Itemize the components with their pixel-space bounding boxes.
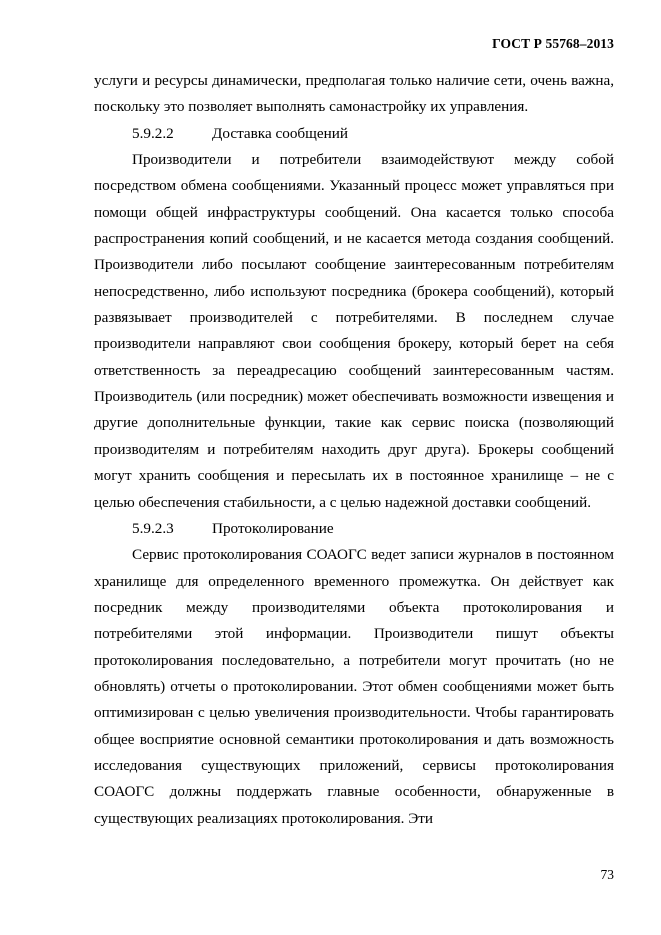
paragraph-logging: Сервис протоколирования СОАОГС ведет записи журналов в постоянном хранилище для определенного временного промежутка. Он действует как посредник между производителями объекта протоколирования и потребителями этой информации. Производители пишут объекты протоколирования последовательно, а потребители могут прочитать (но не обновлять) отчеты о протоколировании. Этот обмен сообщениями может быть оптимизирован с целью увеличения производительности. Чтобы гарантировать общее восприятие основной семантики протоколирования и дать возможность исследования существующих приложений, сервисы протоколирования СОАОГС должны поддержать главные особенности, обнаруженные в существующих реализациях протоколирования. Эти	[94, 546, 614, 827]
section-heading-5-9-2-2	[94, 121, 614, 147]
section-number: 5.9.2.2	[132, 124, 174, 142]
paragraph-continuation: услуги и ресурсы динамически, предполагая только наличие сети, очень важна, поскольку это позволяет выполнять самонастройку их управления.	[94, 72, 614, 116]
section-title: Протоколирование	[212, 519, 334, 537]
paragraph-message-delivery: Производители и потребители взаимодействуют между собой посредством обмена сообщениями. Указанный процесс может управляться при помощи общей инфраструктуры сообщений. Она касается только способа распространения копий сообщений, и не касается метода создания сообщений. Производители либо посылают сообщение заинтересованным потребителям непосредственно, либо используют посредника (брокера сообщений), который развязывает производителей с потребителями. В последнем случае производители направляют свои сообщения брокеру, который берет на себя ответственность за переадресацию сообщений заинтересованным частям. Производитель (или посредник) может обеспечивать возможности извещения и другие дополнительные функции, такие как сервис поиска (позволяющий производителям и потребителям находить друг друга). Брокеры сообщений могут хранить сообщения и пересылать их в постоянное хранилище – не с целью обеспечения стабильности, а с целью надежной доставки сообщений.	[94, 151, 614, 511]
section-title: Доставка сообщений	[212, 124, 348, 142]
section-number: 5.9.2.3	[132, 519, 174, 537]
page-number: 73	[600, 867, 614, 882]
page-body	[94, 68, 614, 832]
section-heading-5-9-2-3	[94, 516, 614, 542]
document-code-header: ГОСТ Р 55768–2013	[492, 36, 614, 51]
